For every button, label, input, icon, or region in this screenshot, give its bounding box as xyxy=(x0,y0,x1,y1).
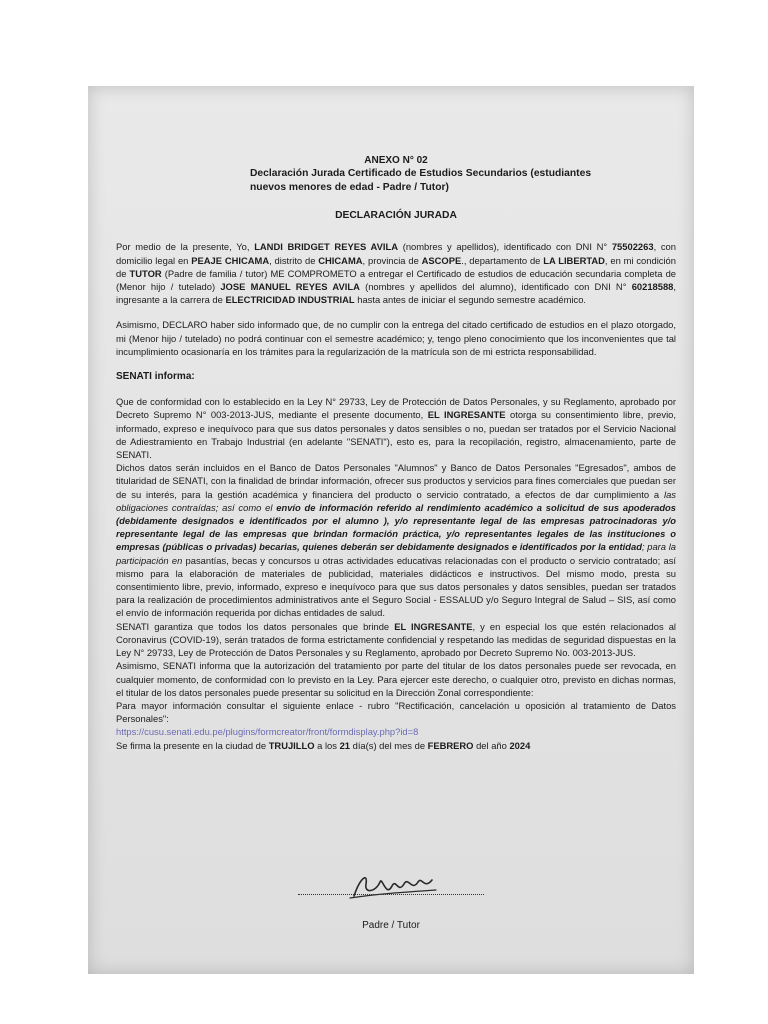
signature-line xyxy=(298,894,484,895)
data-protection-paragraph xyxy=(116,395,676,461)
text-italic: las obligaciones contraídas; así como el xyxy=(116,488,676,513)
text: otorga su consentimiento libre, previo, informado, expreso e inequívoco para que sus datos personales y datos sensibles o no, puedan ser tratados por el Servicio Nacional de Adiestramiento en Trabajo Industrial (en adelante "SENATI"), esto es, para la recopilación, registro, almacenamiento, parte de SENATI. xyxy=(116,409,676,461)
document-subtitle xyxy=(116,167,676,195)
text: ., departamento de xyxy=(461,254,544,266)
document-content xyxy=(116,154,676,752)
text: , ingresante a la carrera de xyxy=(116,281,677,306)
text: (nombres y apellidos), identificado con DNI N° xyxy=(398,241,612,253)
text: , y en especial los que estén relacionados al Coronavirus (COVID-19), serán tratados de forma estrictamente confidencial y respetando las medidas de seguridad dispuestas en la Ley N° 29733, Ley de Protección de Datos Personales y su Reglamento, aprobado por Decreto Supremo No. 003-2013-JUS. xyxy=(116,620,676,659)
text: pasantías, becas y concursos u otras actividades educativas relacionadas con el producto o servicio contratado; así mismo para la elaboración de materiales de publicidad, materiales didácticos e instructivos. Del mismo modo, presta su consentimiento libre, previo, informado, expreso e inequívoco para que sus datos personales y datos sensibles, puedan ser tratados para la realización de procedimientos administrativos ante el Seguro Social - ESSALUD y/o Seguro Integral de Salud – SIS, así como el envío de información requerida por dichas entidades de salud. xyxy=(116,554,676,619)
text: hasta antes de iniciar el segundo semestre académico. xyxy=(354,294,587,306)
text: Se firma la presente en la ciudad de xyxy=(116,739,269,751)
department: LA LIBERTAD xyxy=(543,254,605,266)
revocation-paragraph: Asimismo, SENATI informa que la autorización del tratamiento por parte del titular de los datos personales puede ser revocada, en cualquier momento, de conformidad con lo previsto en la Ley. Para ejercer este derecho, o cualquier otro, previsto en dichas normas, el titular de los datos personales puede presentar su solicitud en la Dirección Zonal correspondiente: xyxy=(116,660,676,698)
text-bold-italic: envío de información referido al rendimiento académico a solicitud de sus apoderados (debidamente designados e identificados por el alumno ), y/o representante legal de las empresas patrocinadoras y/o representante legal de las empresas que brindan formación práctica, y/o representantes legales de las instituciones o empresas (públicas o privadas) becarias, quienes deberán ser debidamente designados e identificados por la entidad xyxy=(116,501,676,553)
commitment-paragraph xyxy=(116,240,676,306)
info-link[interactable]: https://cusu.senati.edu.pe/plugins/formcreator/front/formdisplay.php?id=8 xyxy=(116,726,419,738)
text: del año xyxy=(473,739,510,751)
parent-name: LANDI BRIDGET REYES AVILA xyxy=(254,241,398,253)
ingresante-label: EL INGRESANTE xyxy=(427,409,506,421)
signature-block xyxy=(88,868,694,948)
text: (Padre de familia / tutor) ME COMPROMETO a entregar el Certificado de estudios de educación secundaria completa de (Menor hijo / tutelado) xyxy=(116,267,676,293)
senati-heading: SENATI informa: xyxy=(116,371,195,383)
month: FEBRERO xyxy=(427,739,474,751)
day: 21 xyxy=(339,739,350,751)
text: , con domicilio legal en xyxy=(116,241,676,266)
text: SENATI garantiza que todos los datos personales que brinde xyxy=(116,620,395,632)
text-italic: ; para la participación en xyxy=(116,541,676,566)
text: Por medio de la presente, Yo, xyxy=(116,241,255,253)
ingresante-label: EL INGRESANTE xyxy=(394,620,473,632)
career: ELECTRICIDAD INDUSTRIAL xyxy=(225,294,355,306)
handwritten-signature xyxy=(346,868,438,908)
text: (nombres y apellidos del alumno), identificado con DNI N° xyxy=(359,281,632,293)
province: ASCOPE xyxy=(421,254,462,266)
condition: TUTOR xyxy=(129,267,162,279)
document-sheet xyxy=(88,86,694,974)
parent-dni: 75502263 xyxy=(611,241,654,253)
declaration-title: DECLARACIÓN JURADA xyxy=(335,210,457,222)
data-use-paragraph xyxy=(116,461,676,619)
annex-title: ANEXO N° 02 xyxy=(364,155,428,166)
student-dni: 60218588 xyxy=(631,281,674,293)
subtitle-line2: nuevos menores de edad - Padre / Tutor) xyxy=(250,182,449,194)
info-paragraph: Para mayor información consultar el siguiente enlace - rubro "Rectificación, cancelación u oposición al tratamiento de Datos Personales": xyxy=(116,699,676,725)
text: Dichos datos serán incluidos en el Banco de Datos Personales "Alumnos" y Banco de Datos Personales "Egresados", ambos de titularidad de SENATI, con la finalidad de brindar información, ofrecer sus productos y servicios para fines comerciales que puedan ser de su interés, para la gestión académica y financiera del producto o servicio contratado, a efectos de dar cumplimiento a xyxy=(116,462,676,500)
signature-label: Padre / Tutor xyxy=(362,920,420,931)
district: CHICAMA xyxy=(318,254,363,266)
text: , provincia de xyxy=(362,254,422,266)
text: a los xyxy=(314,739,340,751)
guarantee-paragraph xyxy=(116,620,676,660)
text: , distrito de xyxy=(269,254,319,266)
signing-statement xyxy=(116,739,676,752)
year: 2024 xyxy=(509,739,531,751)
subtitle-line1: Declaración Jurada Certificado de Estudios Secundarios (estudiantes xyxy=(250,168,592,180)
text: día(s) del mes de xyxy=(350,739,428,751)
text: Que de conformidad con lo establecido en la Ley N° 29733, Ley de Protección de Datos Personales, y su Reglamento, aprobado por Decreto Supremo N° 003-2013-JUS, mediante el presente documento, xyxy=(116,396,676,421)
declaration-paragraph: Asimismo, DECLARO haber sido informado que, de no cumplir con la entrega del citado certificado de estudios en el plazo otorgado, mi (Menor hijo / tutelado) no podrá continuar con el semestre académico; y, tengo pleno conocimiento que los inconvenientes que tal incumplimiento ocasionaría en los trámites para la regularización de la matrícula son de mi estricta responsabilidad. xyxy=(116,319,676,357)
text: , en mi condición de xyxy=(116,254,676,279)
address: PEAJE CHICAMA xyxy=(191,254,270,266)
student-name: JOSE MANUEL REYES AVILA xyxy=(220,281,360,293)
city: TRUJILLO xyxy=(268,739,315,751)
